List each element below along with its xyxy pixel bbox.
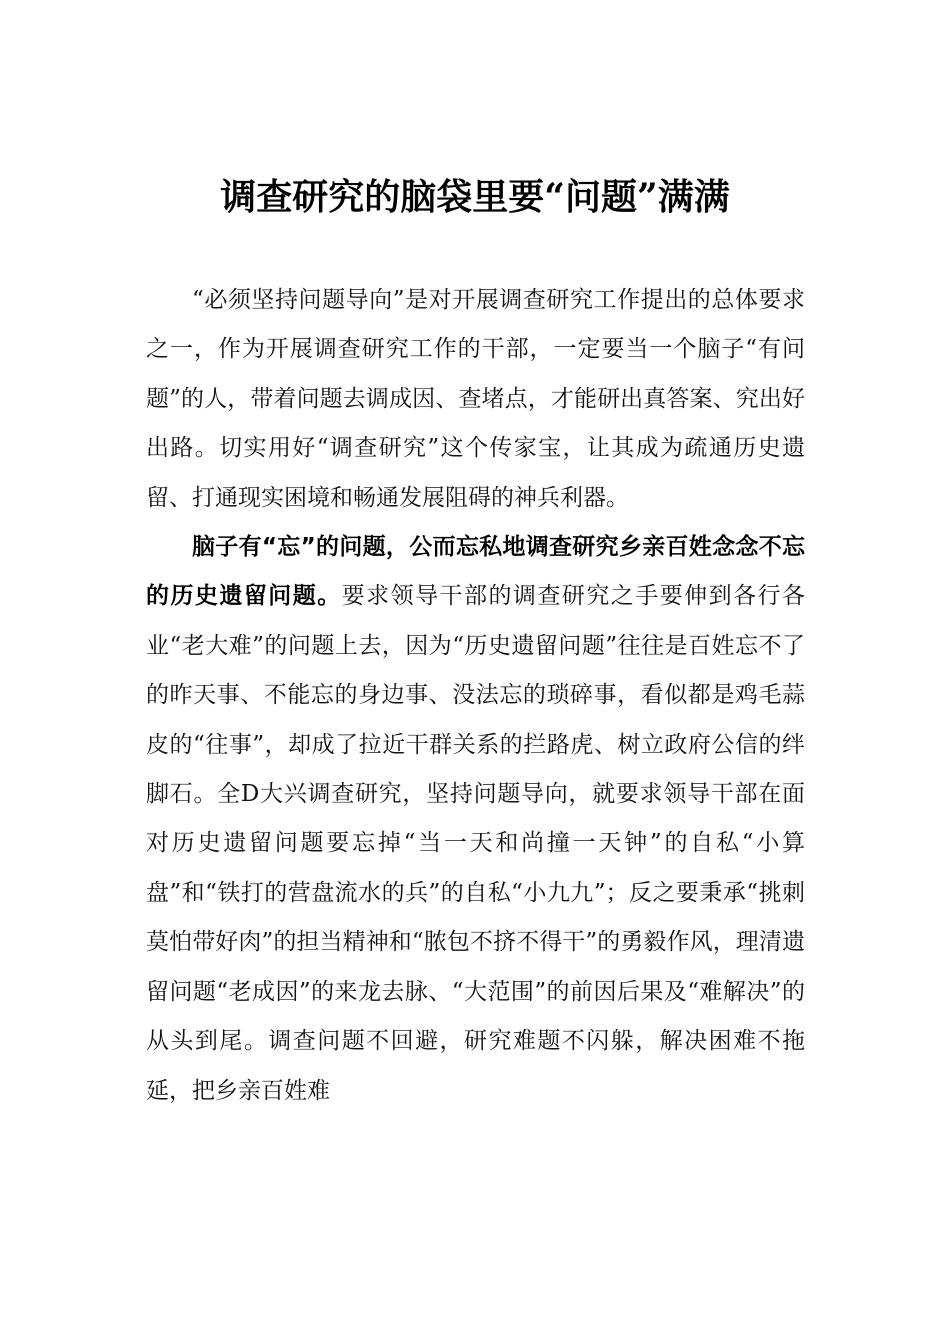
paragraph-intro: “必须坚持问题导向”是对开展调查研究工作提出的总体要求之一，作为开展调查研究工作的干部，一定要当一个脑子“有问题”的人，带着问题去调成因、查堵点，才能研出真答案、究出好出路。切实用好“调查研究”这个传家宝，让其成为疏通历史遗留、打通现实困境和畅通发展阻碍的神兵利器。 — [146, 287, 805, 511]
paragraph-forget-issue — [146, 523, 805, 1116]
paragraph-lead-heading: 脑子有“忘”的问题，公而忘私地调查研究乡亲百姓念念不忘的历史遗留问题。 — [146, 534, 805, 610]
document-body — [146, 276, 805, 1116]
document-title: 调查研究的脑袋里要“问题”满满 — [220, 176, 730, 218]
paragraph-forget-body: 要求领导干部的调查研究之手要伸到各行各业“老大难”的问题上去，因为“历史遗留问题”往往是百姓忘不了的昨天事、不能忘的身边事、没法忘的琐碎事，看似都是鸡毛蒜皮的“往事”，却成了拉近干群关系的拦路虎、树立政府公信的绊脚石。全D大兴调查研究，坚持问题导向，就要求领导干部在面对历史遗留问题要忘掉“当一天和尚撞一天钟”的自私“小算盘”和“铁打的营盘流水的兵”的自私“小九九”；反之要秉承“挑刺莫怕带好肉”的担当精神和“脓包不挤不得干”的勇毅作风，理清遗留问题“老成因”的来龙去脉、“大范围”的前因后果及“难解决”的从头到尾。调查问题不回避，研究难题不闪躲，解决困难不拖延，把乡亲百姓难 — [146, 583, 806, 1104]
